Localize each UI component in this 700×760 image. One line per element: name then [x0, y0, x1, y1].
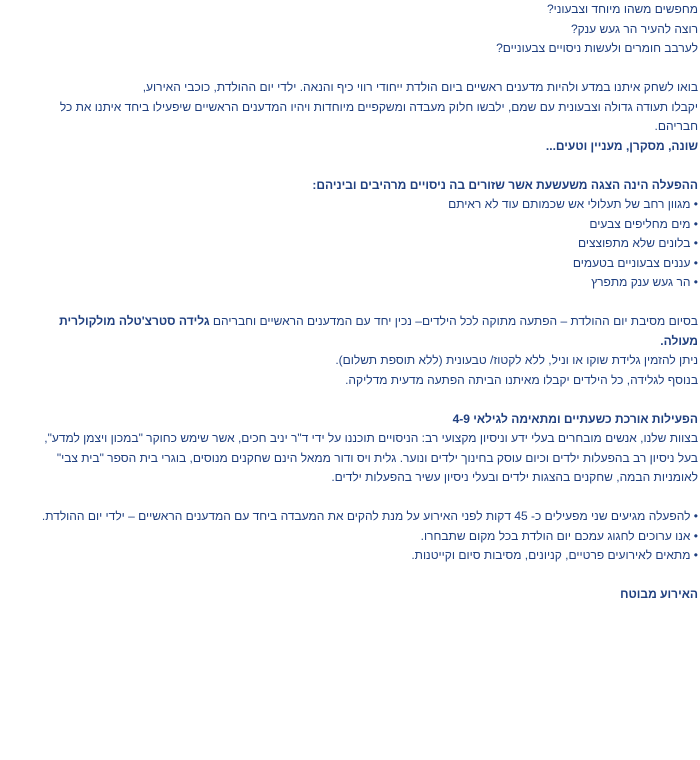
insured-note: האירוע מבוטח — [620, 587, 698, 601]
spacer — [4, 488, 698, 508]
about-line-2: בעל ניסיון רב בהפעלות ילדים וכיום עוסק בחינוך ילדים ונוער. גלית ויס ודור ממאל הינם שחקנים מנוסים, בוגרי בית הספר "בית צבי" — [56, 450, 698, 465]
icecream-line-1 — [4, 312, 698, 332]
invite-line-2: יקבלו תעודה גדולה וצבעונית עם שמם, ילבשו חלוק מעבדה ומשקפיים מיוחדות ויהיו המדענים הראשיים שיפעילו ביחד איתנו את כל — [59, 99, 698, 114]
invite-line-3: חבריהם. — [654, 119, 698, 133]
spacer — [4, 59, 698, 79]
show-item-balloons: • בלונים שלא מתפוצצים — [577, 236, 698, 250]
logistics-item-events: • מתאים לאירועים פרטיים, קניונים, מסיבות סיום וקייטנות. — [411, 548, 698, 562]
show-item-water: • מים מחליפים צבעים — [589, 216, 698, 231]
logistics-item-arrival: • להפעלה מגיעים שני מפעילים כ- 45 דקות לפני האירוע על מנת להקים את המעבדה ביחד עם המדענים הראשיים – ילדי יום ההולדת. — [41, 509, 698, 523]
icecream-name: גלידה סטרצ'טלה מולקולרית — [59, 314, 210, 328]
show-item-clouds: • עננים צבעוניים בטעמים — [572, 255, 698, 270]
about-line-3: לאומניות הבמה, שחקנים בהצגות ילדים ובעלי ניסיון עשיר בהפעלות ילדים. — [331, 470, 698, 484]
intro-question-special: מחפשים משהו מיוחד וצבעוני? — [546, 2, 698, 16]
about-line-1: בצוות שלנו, אנשים מובחרים בעלי ידע וניסיון מקצועי רב: הניסויים תוכננו על ידי ד"ר יניב חכים, אשר שימש כחוקר "במכון ויצמן למדע", — [44, 431, 698, 445]
invite-tagline: שונה, מסקרן, מעניין וטעים... — [545, 138, 698, 153]
spacer — [4, 293, 698, 313]
icecream-text: בסיום מסיבת יום ההולדת – הפתעה מתוקה לכל הילדים– נכין יחד עם המדענים הראשיים וחבריהם — [209, 314, 698, 328]
show-heading: ההפעלה הינה הצגה משעשעת אשר שזורים בה ניסויים מרהיבים וביניהם: — [312, 177, 698, 192]
show-item-fire: • מגוון רחב של תעלולי אש שכמותם עוד לא ראיתם — [448, 197, 698, 211]
icecream-flavors: ניתן להזמין גלידת שוקו או וניל, ללא לקטוז/ טבעונית (ללא תוספת תשלום). — [335, 353, 698, 367]
intro-question-volcano: רוצה להעיר הר געש ענק? — [570, 21, 698, 36]
show-item-volcano: • הר געש ענק מתפרץ — [591, 275, 698, 289]
about-heading: הפעילות אורכת כשעתיים ומתאימה לגילאי 4-9 — [452, 411, 698, 426]
spacer — [4, 156, 698, 176]
invite-line-1: בואו לשחק איתנו במדע ולהיות מדענים ראשיים ביום הולדת ייחודי רווי כיף והנאה. ילדי יום ההולדת, כוכבי האירוע, — [142, 80, 698, 94]
spacer — [4, 390, 698, 410]
spacer — [4, 566, 698, 586]
icecream-line-2: מעולה. — [660, 333, 698, 348]
icecream-bonus: בנוסף לגלידה, כל הילדים יקבלו מאיתנו הביתה הפתעה מדעית מדליקה. — [345, 372, 698, 387]
intro-question-experiments: לערבב חומרים ולעשות ניסויים צבעוניים? — [496, 41, 698, 55]
logistics-item-anywhere: • אנו ערוכים לחגוג עמכם יום הולדת בכל מקום שתבחרו. — [420, 528, 698, 543]
